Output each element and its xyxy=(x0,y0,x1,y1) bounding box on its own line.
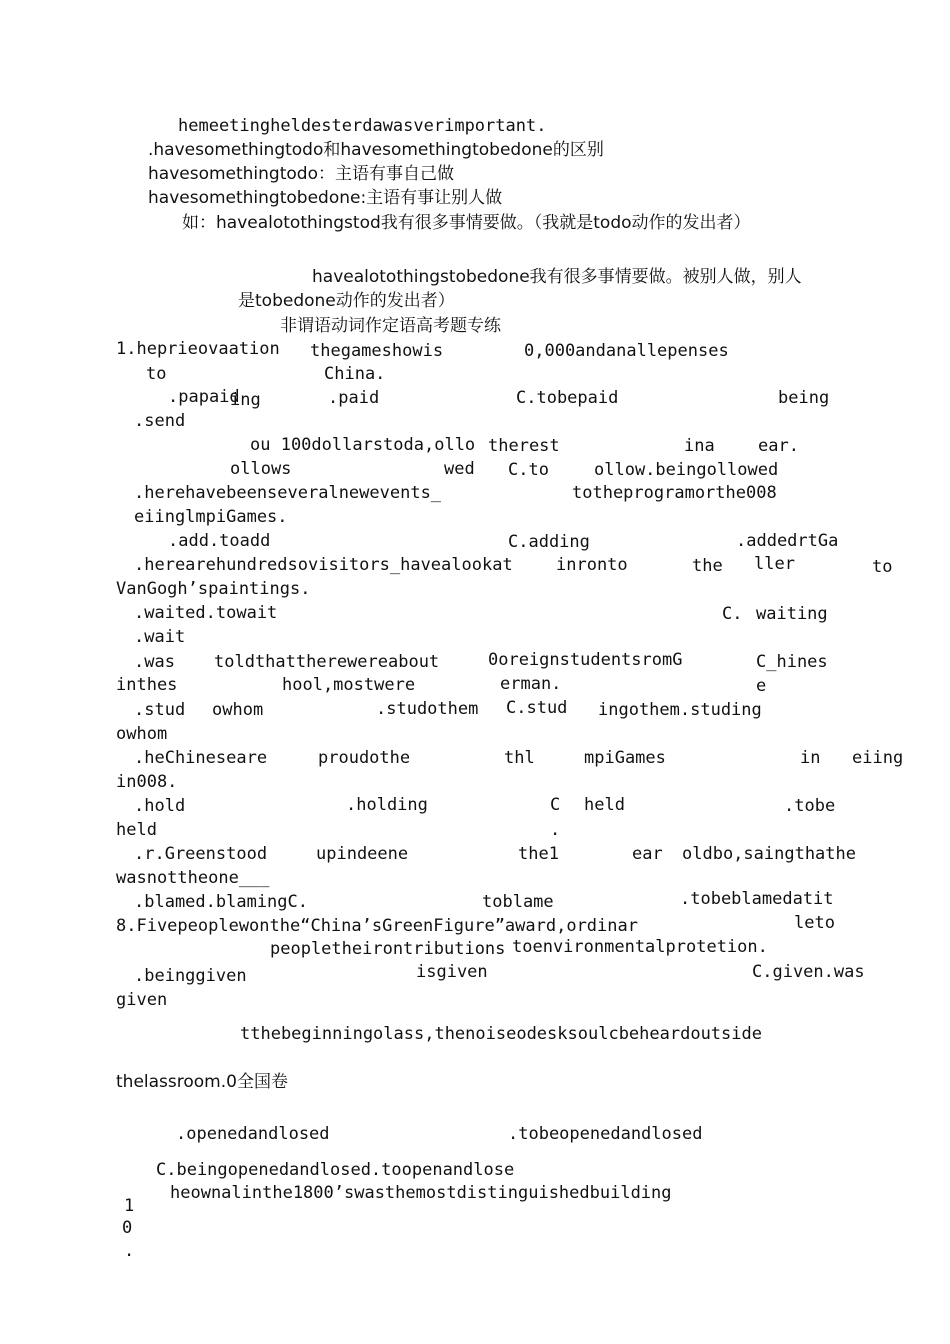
section-heading: 非谓语动词作定语高考题专练 xyxy=(280,316,501,336)
text-line: toenvironmentalprotetion. xyxy=(512,937,768,957)
option-a: .add.toadd xyxy=(168,531,271,551)
question-text: .herearehundredsovisitors_havealookat xyxy=(134,555,513,575)
text-line: thegameshowis xyxy=(310,341,444,361)
text-line: VanGogh’spaintings. xyxy=(116,579,311,599)
option-b: .holding xyxy=(346,795,428,815)
text-line: thelassroom.0全国卷 xyxy=(116,1072,288,1092)
text-line: owhom xyxy=(212,700,264,720)
question-text: .was xyxy=(134,652,175,672)
option-d: ollow.beingollowed xyxy=(594,460,779,480)
option-c: C.beingopenedandlosed.toopenandlose xyxy=(156,1160,515,1180)
option-c: C.to xyxy=(508,460,549,480)
option-c-text: waiting xyxy=(756,604,828,624)
option-a: ollows xyxy=(230,459,292,479)
text-line: peopletheirontributions xyxy=(270,939,506,959)
option-b: .tobeopenedandlosed xyxy=(508,1124,703,1144)
question-text: .heChineseare xyxy=(134,748,268,768)
text-line: . xyxy=(550,820,561,840)
text-line: ou 100dollarstoda,ollo xyxy=(250,435,476,455)
text-line: C_hines xyxy=(756,652,828,672)
option-c: C.tobepaid xyxy=(516,388,619,408)
text-line: thl xyxy=(504,748,535,768)
text-line: 是tobedone动作的发出者） xyxy=(238,291,455,311)
text-line: totheprogramorthe008 xyxy=(572,483,777,503)
option-c: C.adding xyxy=(508,532,590,552)
text-line: havesomethingtodo：主语有事自己做 xyxy=(148,164,454,184)
option-d: .wait xyxy=(134,627,186,647)
text-line: owhom xyxy=(116,724,168,744)
option-c: C. xyxy=(722,604,743,624)
text-line: erman. xyxy=(500,674,562,694)
text-line: havealotothingstobedone我有很多事情要做。被别人做，别人 xyxy=(312,267,802,287)
option-b: isgiven xyxy=(416,962,488,982)
option-a: .papaid xyxy=(168,387,240,407)
option-d: being xyxy=(778,388,830,408)
question-number: 1 xyxy=(124,1196,135,1216)
option-a: .waited.towait xyxy=(134,603,278,623)
option-c-text: toblame xyxy=(482,892,554,912)
question-text: heownalinthe1800’swasthemostdistinguishedbuilding xyxy=(170,1183,672,1203)
option-b: wed xyxy=(444,459,475,479)
text-line: held xyxy=(116,820,157,840)
text-line: China. xyxy=(324,364,386,384)
option-b: .paid xyxy=(328,388,380,408)
question-number: 0 xyxy=(122,1218,133,1238)
text-line: upindeene xyxy=(316,844,409,864)
option-d: .tobeblamedatit xyxy=(680,889,834,909)
question-text: .r.Greenstood xyxy=(134,844,268,864)
question-text: .herehavebeenseveralnewevents_ xyxy=(134,483,442,503)
text-line: hool,mostwere xyxy=(282,675,416,695)
text-line: in008. xyxy=(116,772,178,792)
option-d: .addedrtGa xyxy=(736,531,839,551)
text-line: ing xyxy=(230,390,261,410)
text-line: wasnottheone___ xyxy=(116,868,270,888)
option-a: .openedandlosed xyxy=(176,1124,330,1144)
text-line: ear. xyxy=(758,436,799,456)
text-line: leto xyxy=(794,913,835,933)
option-a: .blamed.blamingC. xyxy=(134,892,308,912)
option-a: .hold xyxy=(134,796,186,816)
option-d: ingothem.studing xyxy=(598,700,762,720)
text-line: mpiGames xyxy=(584,748,666,768)
option-c: C.stud xyxy=(506,698,568,718)
text-line: inthes xyxy=(116,675,178,695)
text-line: toldthattherewereabout xyxy=(214,652,440,672)
text-line: eiinglmpiGames. xyxy=(134,507,288,527)
text-line: to xyxy=(872,557,893,577)
text-line: 0oreignstudentsromG xyxy=(488,650,683,670)
text-line: .havesomethingtodo和havesomethingtobedone的区别 xyxy=(148,140,604,160)
text-line: ina xyxy=(684,436,715,456)
text-line: to xyxy=(146,364,167,384)
text-line: havesomethingtobedone:主语有事让别人做 xyxy=(148,188,503,208)
question-text: tthebeginningolass,thenoiseodesksoulcbeheardoutside xyxy=(240,1024,762,1044)
text-line: 0,000andanallepenses xyxy=(524,341,729,361)
text-line: proudothe xyxy=(318,748,411,768)
option-b: .studothem xyxy=(376,699,479,719)
question-text: .send xyxy=(134,411,186,431)
text-line: ller xyxy=(754,554,795,574)
text-line: e xyxy=(756,676,767,696)
text-line: hemeetingheldesterdawasverimportant. xyxy=(178,116,547,136)
text-line: given xyxy=(116,990,168,1010)
text-line: in xyxy=(800,748,821,768)
text-line: inronto xyxy=(556,555,628,575)
question-text: 1.heprieovaation xyxy=(116,339,280,359)
option-c: C.given.was xyxy=(752,962,865,982)
option-a: .stud xyxy=(134,700,186,720)
text-line: ear xyxy=(632,844,663,864)
option-d: .tobe xyxy=(784,796,836,816)
text-line: the1 xyxy=(518,844,559,864)
text-line: oldbo,saingthathe xyxy=(682,844,856,864)
option-a: .beinggiven xyxy=(134,966,247,986)
question-number: . xyxy=(124,1241,135,1261)
option-c: C xyxy=(550,795,561,815)
text-line: therest xyxy=(488,436,560,456)
option-c-text: held xyxy=(584,795,625,815)
text-line: eiing xyxy=(852,748,904,768)
text-line: the xyxy=(692,556,723,576)
question-text: 8.Fivepeoplewonthe“China’sGreenFigure”award,ordinar xyxy=(116,916,638,936)
text-line: 如：havealotothingstod我有很多事情要做。（我就是todo动作的发出者） xyxy=(182,213,751,233)
